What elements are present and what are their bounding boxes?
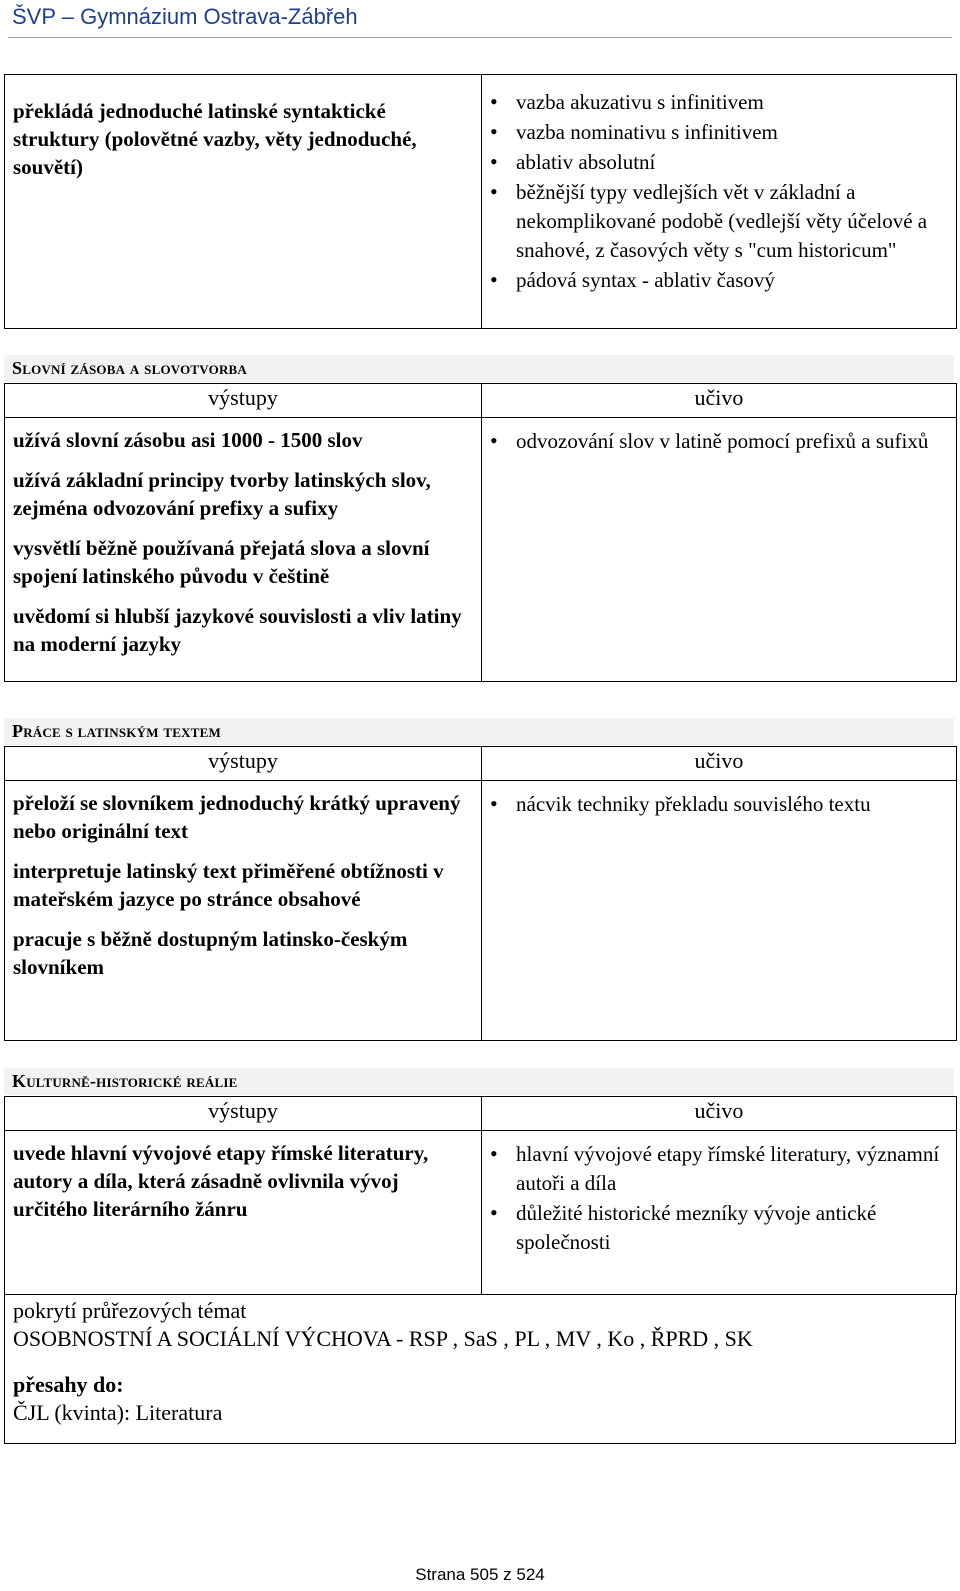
outcome-item: vysvětlí běžně používaná přejatá slova a slovní spojení latinského původu v češtině <box>13 536 430 588</box>
latin-text-topics-cell <box>482 781 957 1041</box>
topic-item: • běžnější typy vedlejších vět v základní a nekomplikované podobě (vedlejší věty účelové a snahové, z časových věty s "cum historicum" <box>490 177 948 265</box>
culture-table <box>4 1096 957 1295</box>
topic-item: • hlavní vývojové etapy římské literatury, významní autoři a díla <box>490 1139 948 1198</box>
cross-topics-label: pokrytí průřezových témat <box>13 1298 247 1323</box>
column-header-topics: učivo <box>482 1097 957 1131</box>
vocabulary-topic-list <box>490 426 948 456</box>
outcome-item: užívá základní principy tvorby latinských slov, zejména odvozování prefixy a sufixy <box>13 468 431 520</box>
topic-item: • ablativ absolutní <box>490 147 948 177</box>
syntax-outcome-cell <box>5 75 482 329</box>
outcome-item: pracuje s běžně dostupným latinsko-českým slovníkem <box>13 927 408 979</box>
vocabulary-topics-cell <box>482 418 957 682</box>
section-title-latin-text: Práce s latinským textem <box>4 718 954 745</box>
overlap-value: ČJL (kvinta): Literatura <box>13 1400 223 1425</box>
latin-text-topic-list <box>490 789 948 819</box>
vocabulary-outcomes-cell <box>5 418 482 682</box>
topic-item: • nácvik techniky překladu souvislého textu <box>490 789 948 819</box>
topic-item: • vazba akuzativu s infinitivem <box>490 87 948 117</box>
outcome-item: uvede hlavní vývojové etapy římské literatury, autory a díla, která zásadně ovlivnila vývoj určitého literárního žánru <box>13 1141 429 1221</box>
latin-text-outcomes-cell <box>5 781 482 1041</box>
topic-item: • odvozování slov v latině pomocí prefixů a sufixů <box>490 426 948 456</box>
syntax-topic-list <box>490 87 948 295</box>
culture-outcomes-cell <box>5 1131 482 1295</box>
page-number: Strana 505 z 524 <box>415 1565 545 1584</box>
column-header-outcomes: výstupy <box>5 747 482 781</box>
page-header-title: ŠVP – Gymnázium Ostrava-Zábřeh <box>12 4 358 29</box>
topic-item: • pádová syntax - ablativ časový <box>490 265 948 295</box>
syntax-outcome: překládá jednoduché latinské syntaktické struktury (polovětné vazby, věty jednoduché, souvětí) <box>13 99 417 179</box>
latin-text-table <box>4 746 957 1041</box>
outcome-item: užívá slovní zásobu asi 1000 - 1500 slov <box>13 428 363 452</box>
outcome-item: přeloží se slovníkem jednoduchý krátký upravený nebo originální text <box>13 791 461 843</box>
section-title-culture: Kulturně-historické reálie <box>4 1068 954 1095</box>
culture-topic-list <box>490 1139 948 1257</box>
syntax-table <box>4 74 957 329</box>
spacer <box>13 1353 947 1371</box>
column-header-outcomes: výstupy <box>5 1097 482 1131</box>
column-header-outcomes: výstupy <box>5 384 482 418</box>
column-header-topics: učivo <box>482 747 957 781</box>
overlap-label: přesahy do: <box>13 1372 124 1397</box>
cross-curricular-box <box>4 1294 956 1444</box>
header-divider <box>8 37 952 38</box>
outcome-item: interpretuje latinský text přiměřené obtížnosti v mateřském jazyce po stránce obsahové <box>13 859 444 911</box>
cross-topics-value: OSOBNOSTNÍ A SOCIÁLNÍ VÝCHOVA - RSP , SaS , PL , MV , Ko , ŘPRD , SK <box>13 1326 753 1351</box>
topic-item: • vazba nominativu s infinitivem <box>490 117 948 147</box>
outcome-item: uvědomí si hlubší jazykové souvislosti a vliv latiny na moderní jazyky <box>13 604 462 656</box>
column-header-topics: učivo <box>482 384 957 418</box>
topic-item: • důležité historické mezníky vývoje antické společnosti <box>490 1198 948 1257</box>
syntax-topics-cell <box>482 75 957 329</box>
section-title-vocabulary: Slovní zásoba a slovotvorba <box>4 355 954 382</box>
culture-topics-cell <box>482 1131 957 1295</box>
vocabulary-table <box>4 383 957 682</box>
